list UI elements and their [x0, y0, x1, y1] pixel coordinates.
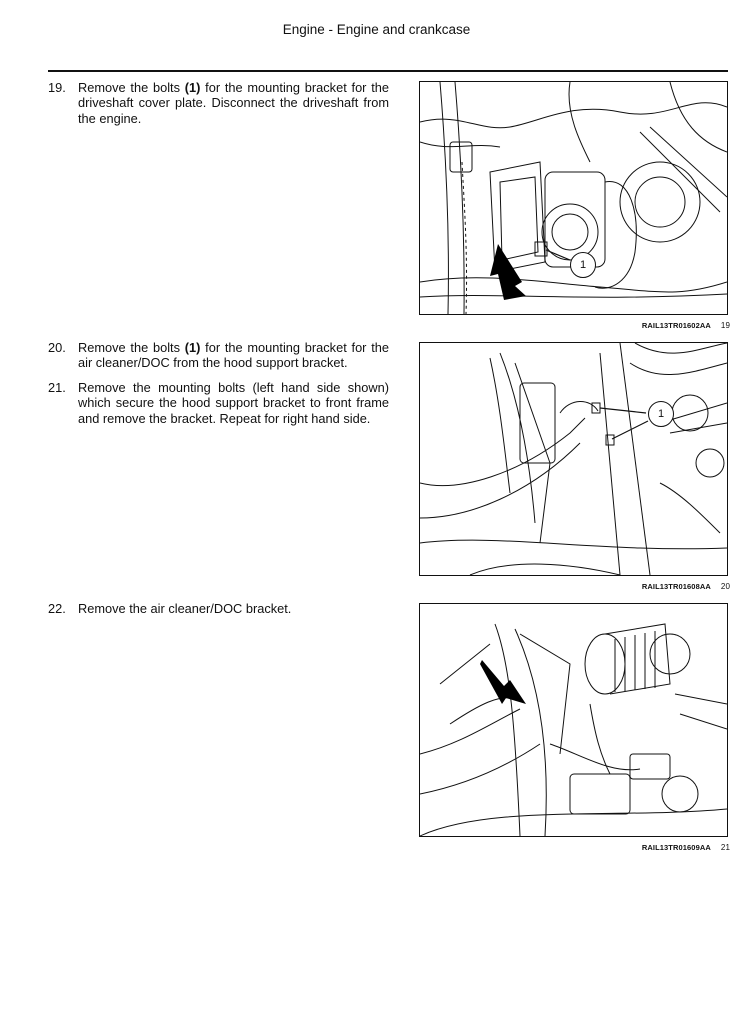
step-text: Remove the air cleaner/DOC bracket. [78, 601, 292, 616]
figure-code: RAIL13TR01602AA [641, 321, 711, 330]
step-text: Remove the bolts (1) for the mounting bracket for the driveshaft cover plate. Disconnect the driveshaft from the engine. [78, 80, 389, 126]
figure-20-caption [560, 582, 730, 591]
step-22 [48, 601, 389, 616]
page-header-title: Engine - Engine and crankcase [282, 22, 471, 37]
step-number: 21. [48, 380, 66, 395]
figure-19-illustration [419, 81, 728, 315]
step-text: Remove the mounting bolts (left hand side shown) which secure the hood support bracket to front frame and remove the bracket. Repeat for right hand side. [78, 380, 389, 426]
step-number: 22. [48, 601, 66, 616]
figure-code: RAIL13TR01608AA [641, 582, 711, 591]
callout-1: 1 [648, 401, 674, 427]
step-20 [48, 340, 389, 371]
figure-number: 19 [720, 321, 730, 330]
figure-21-caption [560, 843, 730, 852]
figure-21-illustration [419, 603, 728, 837]
figure-20-illustration [419, 342, 728, 576]
step-21 [48, 380, 389, 426]
figure-number: 21 [720, 843, 730, 852]
figure-code: RAIL13TR01609AA [641, 843, 711, 852]
figure-19-caption [560, 321, 730, 330]
callout-1: 1 [570, 252, 596, 278]
step-19 [48, 80, 389, 126]
step-text: Remove the bolts (1) for the mounting bracket for the air cleaner/DOC from the hood support bracket. [78, 340, 389, 371]
figure-number: 20 [720, 582, 730, 591]
step-number: 20. [48, 340, 66, 355]
step-number: 19. [48, 80, 66, 95]
header-rule [48, 70, 728, 72]
